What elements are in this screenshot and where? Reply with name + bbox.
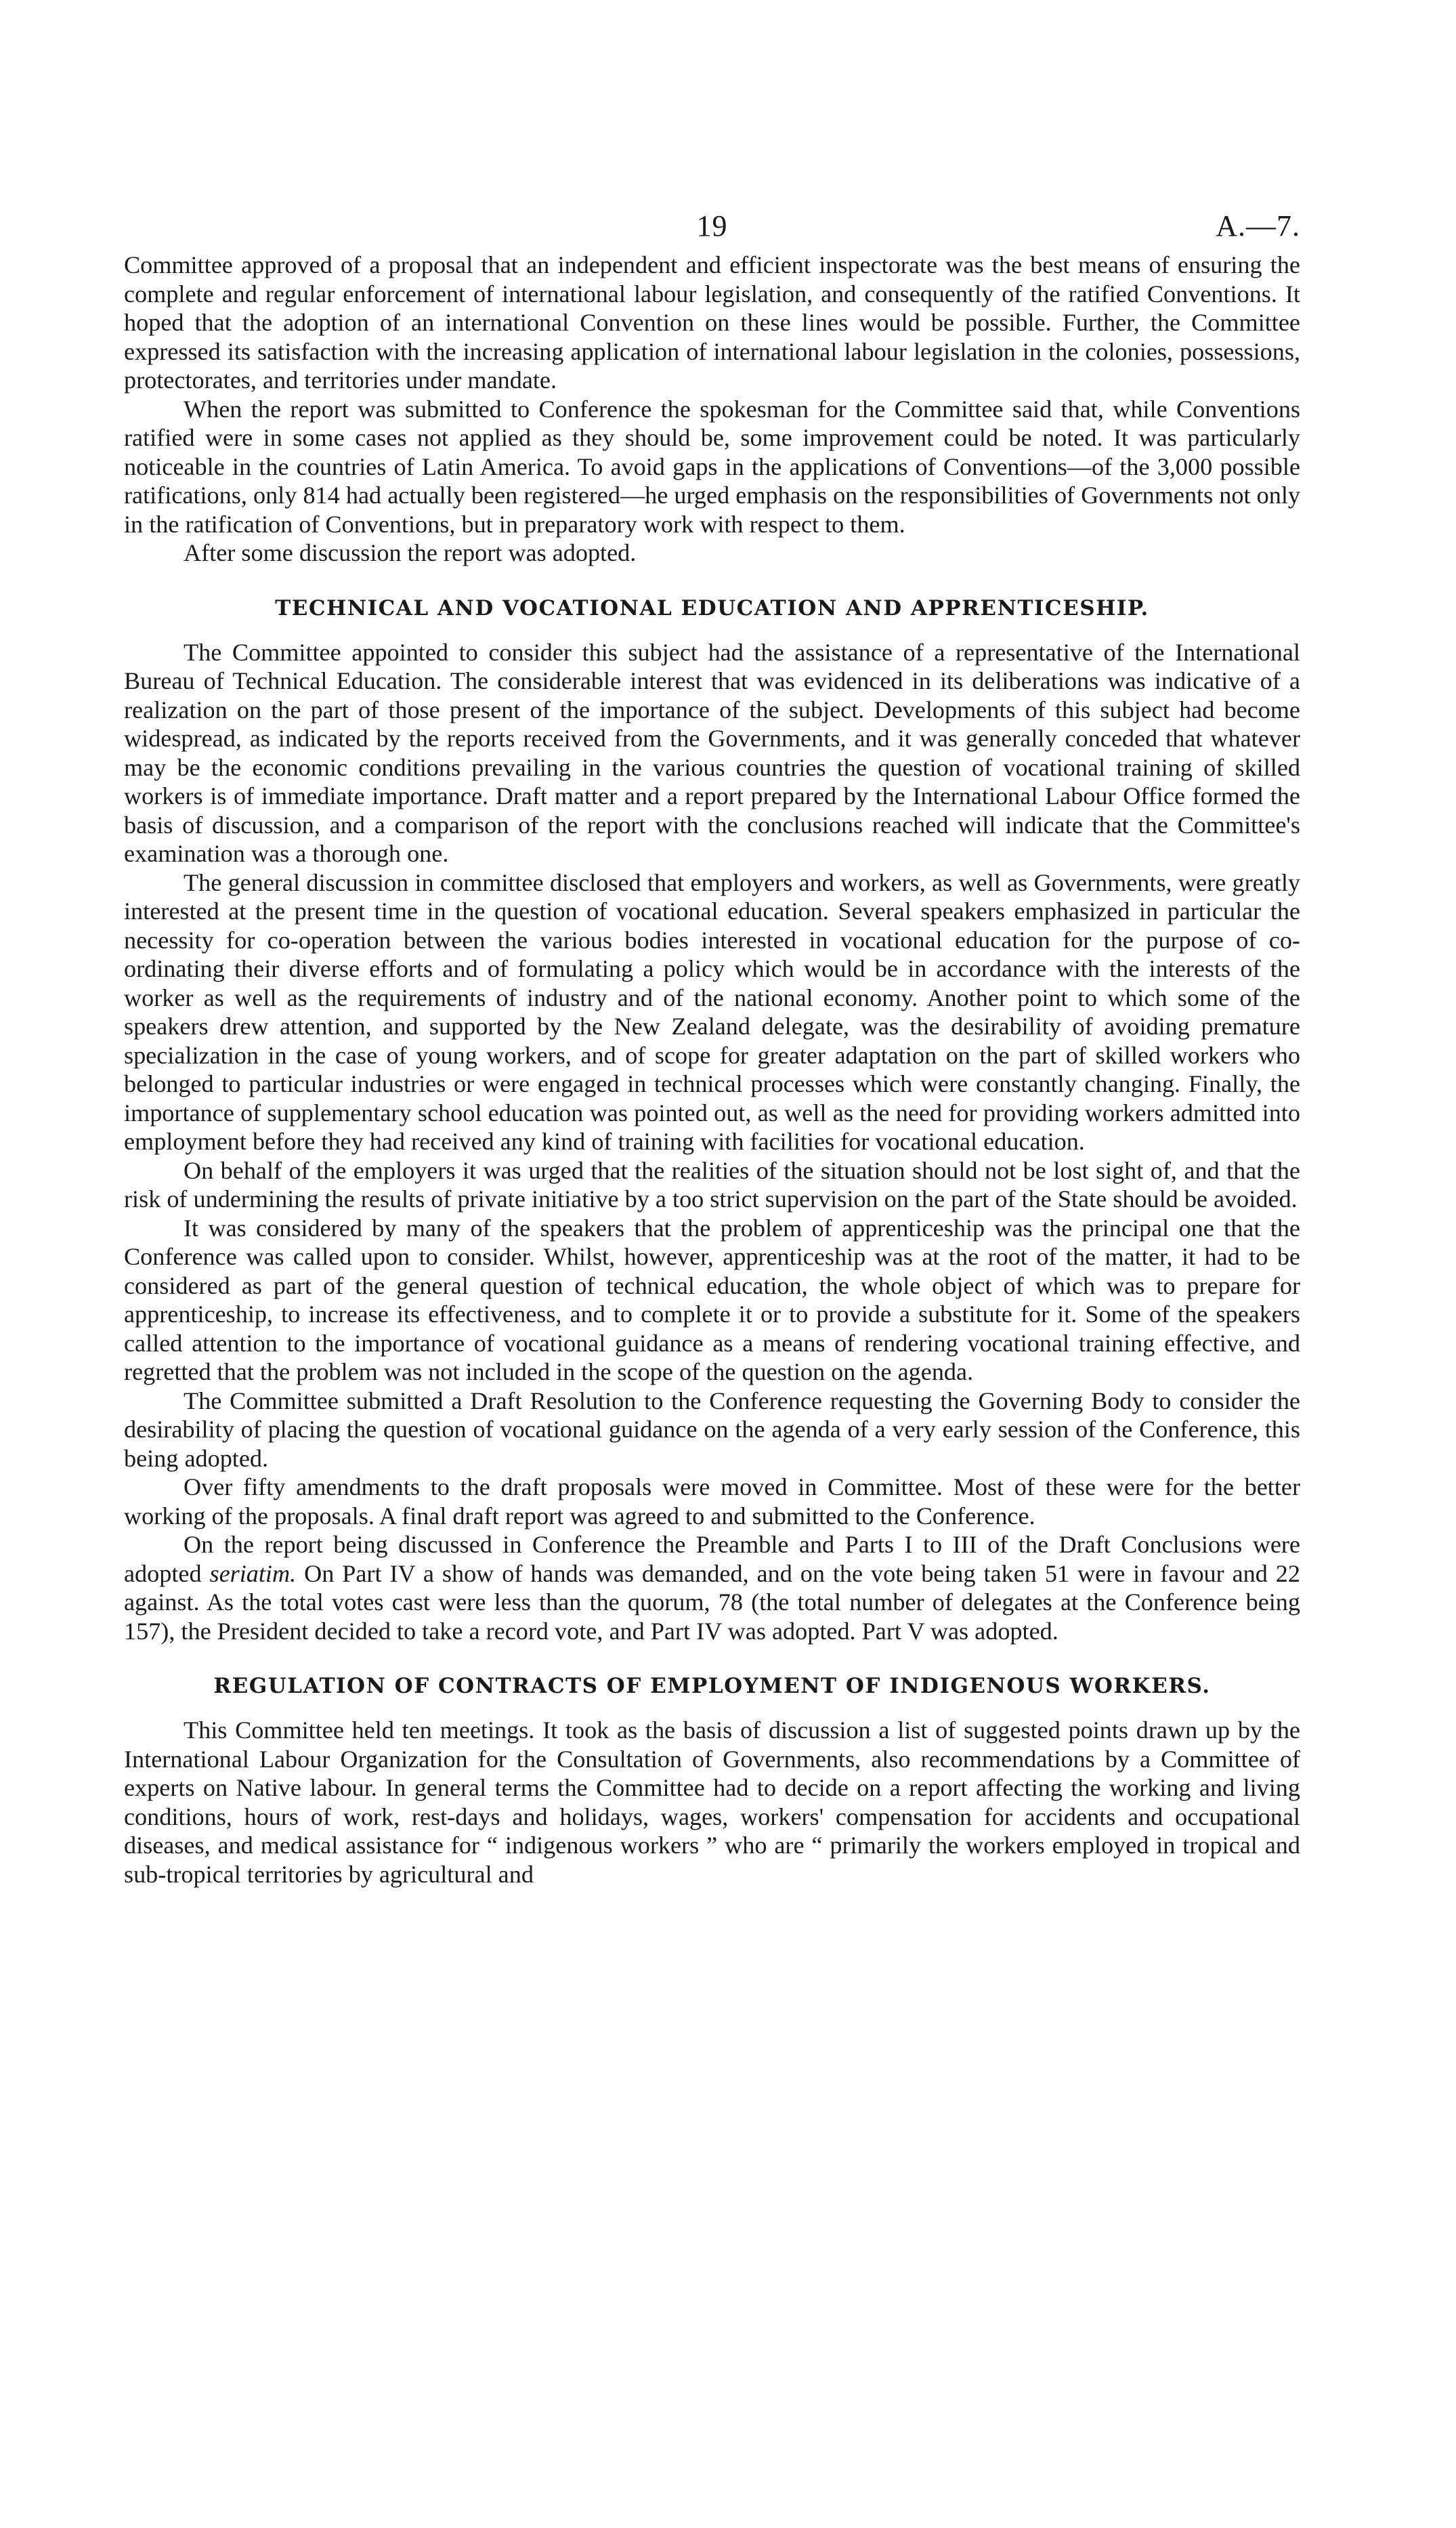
paragraph: When the report was submitted to Conference the spokesman for the Committee said that, while Conventions ratified were in some cases not applied as they should be, some improvement could be noted. It was particularly noticeable in the countries of Latin America. To avoid gaps in the applications of Conventions—of the 3,000 possible ratifications, only 814 had actually been registered—he urged emphasis on the responsibilities of Governments not only in the ratification of Conventions, but in preparatory work with respect to them. [124, 395, 1300, 538]
section-heading-indigenous-workers: REGULATION OF CONTRACTS OF EMPLOYMENT OF INDIGENOUS WORKERS. [213, 1674, 1211, 1698]
paragraph: After some discussion the report was adopted. [184, 539, 637, 566]
paragraph: It was considered by many of the speakers that the problem of apprenticeship was the principal one that the Conference was called upon to consider. Whilst, however, apprenticeship was at the root of the matter, it had to be considered as part of the general question of technical education, the whole object of which was to prepare for apprenticeship, to increase its effectiveness, and to complete it or to provide a substitute for it. Some of the speakers called attention to the importance of vocational guidance as a means of rendering vocational training effective, and regretted that the problem was not included in the scope of the question on the agenda. [124, 1214, 1300, 1385]
paragraph-text: On the report being discussed in Conference the Preamble and Parts I to III of the Draft Conclusions were adopted [124, 1531, 1300, 1587]
page-number: 19 [696, 209, 728, 243]
document-reference: A.—7. [1216, 209, 1300, 243]
paragraph: The Committee appointed to consider this subject had the assistance of a representative of the International Bureau of Technical Education. The considerable interest that was evidenced in its deliberations was indicative of a realization on the part of those present of the importance of the subject. Developments of this subject had become widespread, as indicated by the reports received from the Governments, and it was generally conceded that whatever may be the economic conditions prevailing in the various countries the question of vocational training of skilled workers is of immediate importance. Draft matter and a report prepared by the International Labour Office formed the basis of discussion, and a comparison of the report with the conclusions reached will indicate that the Committee's examination was a thorough one. [124, 638, 1300, 867]
paragraph-conference-vote [124, 1530, 1300, 1645]
paragraph-text: On Part IV a show of hands was demanded, and on the vote being taken 51 were in favour and 22 against. As the total votes cast were less than the quorum, 78 (the total number of delegates at the Conference being 157), the President decided to take a record vote, and Part IV was adopted. Part V was adopted. [124, 1559, 1300, 1645]
paragraph: On behalf of the employers it was urged that the realities of the situation should not be lost sight of, and that the risk of undermining the results of private initiative by a too strict supervision on the part of the State should be avoided. [124, 1156, 1300, 1213]
paragraph: Committee approved of a proposal that an independent and efficient inspectorate was the best means of ensuring the complete and regular enforcement of international labour legislation, and consequently of the ratified Conventions. It hoped that the adoption of an international Convention on these lines would be possible. Further, the Committee expressed its satisfaction with the increasing application of international labour legislation in the colonies, possessions, protectorates, and territories under mandate. [124, 251, 1300, 394]
paragraph: The general discussion in committee disclosed that employers and workers, as well as Governments, were greatly interested at the present time in the question of vocational education. Several speakers emphasized in particular the necessity for co-operation between the various bodies interested in vocational education for the purpose of co-ordinating their diverse efforts and of formulating a policy which would be in accordance with the interests of the worker as well as the requirements of industry and of the national economy. Another point to which some of the speakers drew attention, and supported by the New Zealand delegate, was the desirability of avoiding premature specialization in the case of young workers, and of scope for greater adaptation on the part of skilled workers who belonged to particular industries or were engaged in technical processes which were constantly changing. Finally, the importance of supplementary school education was pointed out, as well as the need for providing workers admitted into employment before they had received any kind of training with facilities for vocational education. [124, 868, 1300, 1155]
section-heading-technical-education: TECHNICAL AND VOCATIONAL EDUCATION AND APPRENTICESHIP. [275, 595, 1149, 620]
paragraph: This Committee held ten meetings. It took as the basis of discussion a list of suggested points drawn up by the International Labour Organization for the Consultation of Governments, also recommendations by a Committee of experts on Native labour. In general terms the Committee had to decide on a report affecting the working and living conditions, hours of work, rest-days and holidays, wages, workers' compensation for accidents and occupational diseases, and medical assistance for “ indigenous workers ” who are “ primarily the workers employed in tropical and sub-tropical territories by agricultural and [124, 1716, 1300, 1888]
page-header [124, 209, 1300, 247]
italic-term: seriatim. [209, 1559, 297, 1587]
paragraph: The Committee submitted a Draft Resolution to the Conference requesting the Governing Body to consider the desirability of placing the question of vocational guidance on the agenda of a very early session of the Conference, this being adopted. [124, 1387, 1300, 1472]
paragraph: Over fifty amendments to the draft proposals were moved in Committee. Most of these were for the better working of the proposals. A final draft report was agreed to and submitted to the Conference. [124, 1473, 1300, 1530]
document-page [124, 209, 1300, 1889]
